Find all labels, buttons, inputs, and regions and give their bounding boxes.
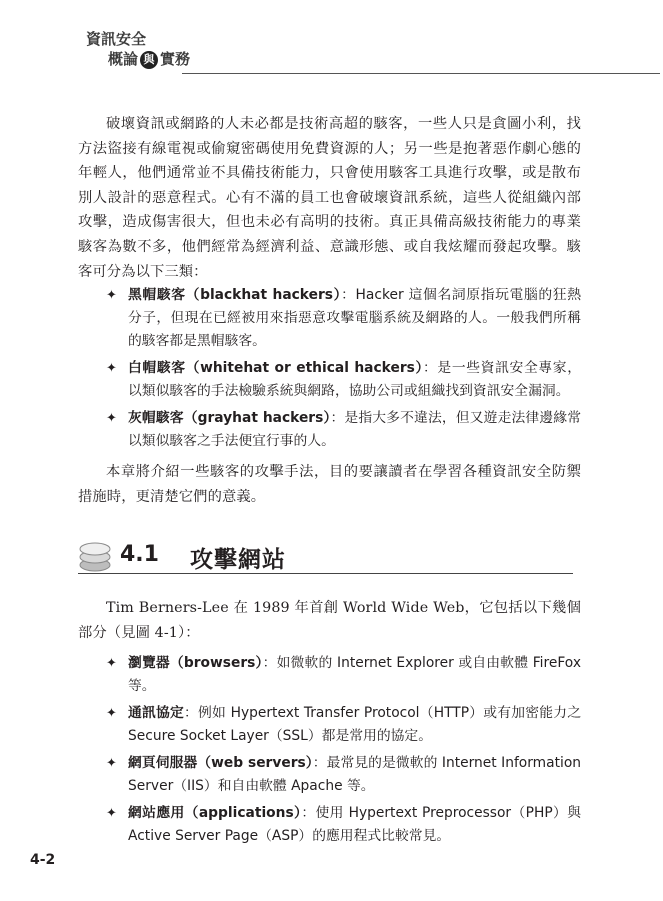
list-item-desc: ：是一些資訊安全專家，以類似駭客的手法檢驗系統與網路，協助公司或組織找到資訊安全漏洞。 (128, 360, 581, 399)
page-number: 4-2 (30, 852, 56, 868)
list-item (78, 652, 581, 698)
list-item (78, 702, 581, 748)
intro-paragraph: 破壞資訊或網路的人未必都是技術高超的駭客，一些人只是貪圖小利，找方法盜接有線電視或偷窺密碼使用免費資源的人；另一些是抱著惡作劇心態的年輕人，他們通常並不具備技術能力，只會使用駭客工具進行攻擊，或是散布別人設計的惡意程式。心有不滿的員工也會破壞資訊系統，這些人從組織內部攻擊，造成傷害很大，但也未必有高明的技術。真正具備高級技術能力的專業駭客為數不多，他們經常為經濟利益、意識形態、或自我炫耀而發起攻擊。駭客可分為以下三類： (78, 116, 581, 280)
list-item-term: 瀏覽器（browsers） (128, 655, 263, 671)
book-title-and-badge: 與 (140, 51, 158, 69)
list-item-term: 通訊協定 (128, 705, 184, 721)
list-item-desc: ：是指大多不違法，但又遊走法律邊緣常以類似駭客之手法便宜行事的人。 (128, 410, 581, 449)
bullet-icon: ✦ (106, 656, 117, 671)
web-paragraph: Tim Berners-Lee 在 1989 年首創 World Wide Web，它包括以下幾個部分（見圖 4-1）： (78, 600, 581, 641)
book-title-part-a: 概論 (108, 50, 139, 68)
list-item-desc: ：使用 Hypertext Preprocessor（PHP）與 Active Server Page（ASP）的應用程式比較常見。 (128, 805, 581, 844)
book-title-line2 (108, 48, 190, 69)
book-title-part-b: 實務 (160, 50, 191, 68)
list-item-desc: ：例如 Hypertext Transfer Protocol（HTTP）或有加密能力之 Secure Socket Layer（SSL）都是常用的協定。 (128, 705, 582, 744)
bullet-icon: ✦ (106, 361, 117, 376)
web-parts-list (78, 652, 581, 852)
list-item-term: 灰帽駭客（grayhat hackers） (128, 410, 331, 426)
list-item (78, 407, 581, 453)
section-number: 4.1 (120, 542, 159, 567)
bullet-icon: ✦ (106, 706, 117, 721)
book-title-line1: 資訊安全 (86, 30, 147, 48)
section-heading (78, 538, 573, 574)
bullet-icon: ✦ (106, 288, 117, 303)
list-item-term: 白帽駭客（whitehat or ethical hackers） (128, 360, 423, 376)
list-item (78, 802, 581, 848)
list-item (78, 752, 581, 798)
hacker-types-list (78, 284, 581, 457)
list-item (78, 284, 581, 353)
list-item-term: 網站應用（applications） (128, 805, 302, 821)
list-item-desc: ：最常見的是微軟的 Internet Information Server（IIS）和自由軟體 Apache 等。 (128, 755, 582, 794)
stacked-discs-icon (78, 540, 112, 572)
running-header (86, 28, 576, 88)
list-item-desc: ：如微軟的 Internet Explorer 或自由軟體 FireFox 等。 (128, 655, 581, 694)
bullet-icon: ✦ (106, 756, 117, 771)
chapter-paragraph: 本章將介紹一些駭客的攻擊手法，目的要讓讀者在學習各種資訊安全防禦措施時，更清楚它們的意義。 (78, 464, 581, 505)
list-item-desc: ：Hacker 這個名詞原指玩電腦的狂熱分子，但現在已經被用來指惡意攻擊電腦系統及網路的人。一般我們所稱的駭客都是黑帽駭客。 (128, 287, 581, 349)
bullet-icon: ✦ (106, 806, 117, 821)
section-rule (78, 573, 573, 574)
list-item-term: 黑帽駭客（blackhat hackers） (128, 287, 342, 303)
list-item (78, 357, 581, 403)
list-item-term: 網頁伺服器（web servers） (128, 755, 313, 771)
bullet-icon: ✦ (106, 411, 117, 426)
header-rule (182, 73, 660, 74)
section-title: 攻擊網站 (190, 547, 286, 573)
